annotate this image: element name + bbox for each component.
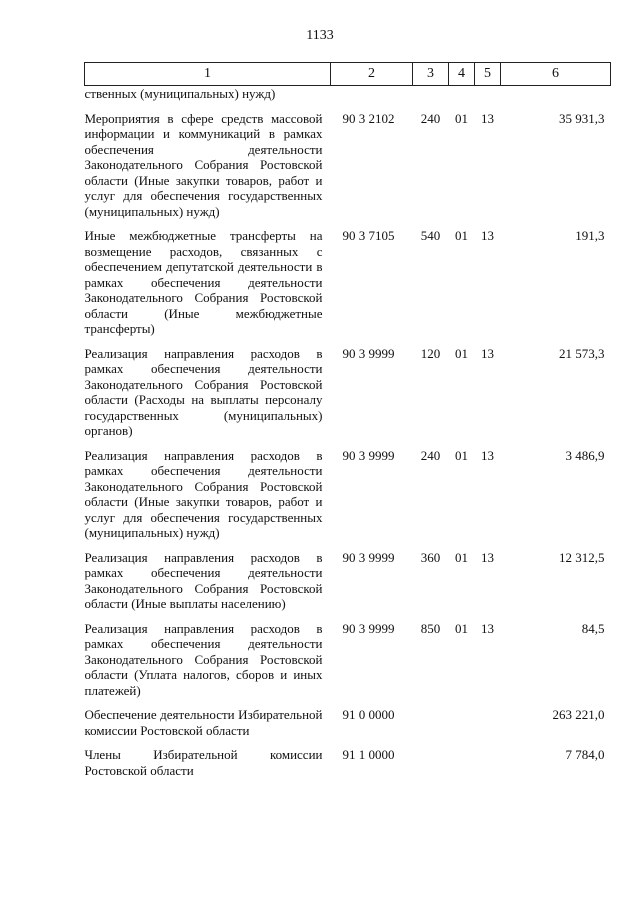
row-pr: 13 bbox=[481, 228, 494, 243]
row-code: 91 0 0000 bbox=[342, 707, 395, 722]
row-pr: 13 bbox=[481, 620, 494, 636]
table-row bbox=[85, 621, 611, 708]
budget-table bbox=[84, 62, 611, 787]
row-description: Реализация направления расходов в рамках обеспечения деятельности Законодательного Собрания Ростовской области (Иные выплаты населению) bbox=[84, 549, 323, 611]
row-pr bbox=[475, 707, 501, 747]
row-vr: 850 bbox=[420, 620, 441, 636]
row-description: ственных (муниципальных) нужд) bbox=[84, 86, 276, 101]
row-amount: 12 312,5 bbox=[559, 549, 605, 565]
row-code: 90 3 9999 bbox=[342, 620, 395, 636]
row-code: 90 3 2102 bbox=[342, 110, 395, 126]
table-row bbox=[85, 707, 611, 747]
row-code: 91 1 0000 bbox=[342, 747, 395, 762]
row-vr bbox=[413, 707, 449, 747]
table-row bbox=[85, 86, 611, 111]
row-pr: 13 bbox=[481, 447, 494, 463]
row-code: 90 3 9999 bbox=[342, 447, 395, 463]
header-col-1: 1 bbox=[85, 63, 331, 86]
row-rz: 01 bbox=[455, 447, 468, 463]
table-row bbox=[85, 448, 611, 550]
header-col-4: 4 bbox=[449, 63, 475, 86]
row-code: 90 3 7105 bbox=[342, 228, 395, 243]
row-description: Реализация направления расходов в рамках обеспечения деятельности Законодательного Собрания Ростовской области (Расходы на выплаты персоналу государственных (муниципальных) органов) bbox=[84, 345, 323, 438]
row-pr: 13 bbox=[481, 345, 494, 361]
row-code: 90 3 9999 bbox=[342, 345, 395, 361]
header-col-5: 5 bbox=[475, 63, 501, 86]
row-pr: 13 bbox=[481, 549, 494, 565]
table-row bbox=[85, 346, 611, 448]
row-vr bbox=[413, 86, 449, 111]
table-header bbox=[85, 63, 611, 86]
row-vr: 240 bbox=[420, 447, 441, 463]
row-amount: 263 221,0 bbox=[552, 707, 605, 722]
row-amount: 84,5 bbox=[581, 620, 605, 636]
row-rz: 01 bbox=[455, 549, 468, 565]
row-vr: 360 bbox=[420, 549, 441, 565]
row-pr bbox=[475, 86, 501, 111]
row-amount: 21 573,3 bbox=[559, 345, 605, 361]
row-code: 90 3 9999 bbox=[342, 549, 395, 565]
row-vr: 240 bbox=[420, 110, 441, 126]
row-description: Обеспечение деятельности Избирательной комиссии Ростовской области bbox=[84, 707, 323, 738]
row-rz: 01 bbox=[455, 620, 468, 636]
row-rz bbox=[449, 86, 475, 111]
row-description: Реализация направления расходов в рамках обеспечения деятельности Законодательного Собрания Ростовской области (Уплата налогов, сборов и иных платежей) bbox=[84, 620, 323, 698]
table-body bbox=[85, 86, 611, 788]
row-description: Иные межбюджетные трансферты на возмещение расходов, связанных с обеспечением депутатской деятельности в рамках обеспечения деятельности Законодательного Собрания Ростовской области (Иные межбюджетные трансферты) bbox=[84, 228, 323, 336]
row-amount: 191,3 bbox=[575, 228, 605, 243]
row-rz: 01 bbox=[455, 110, 468, 126]
row-rz: 01 bbox=[455, 228, 468, 243]
row-description: Реализация направления расходов в рамках обеспечения деятельности Законодательного Собрания Ростовской области (Иные закупки товаров, работ и услуг для обеспечения государственных (муниципальных) нужд) bbox=[84, 447, 323, 540]
table-row bbox=[85, 228, 611, 346]
row-amount: 35 931,3 bbox=[559, 110, 605, 126]
header-col-2: 2 bbox=[331, 63, 413, 86]
row-pr bbox=[475, 747, 501, 787]
row-amount bbox=[501, 86, 611, 111]
row-vr: 540 bbox=[420, 228, 441, 243]
header-col-3: 3 bbox=[413, 63, 449, 86]
row-vr bbox=[413, 747, 449, 787]
row-rz bbox=[449, 707, 475, 747]
row-amount: 7 784,0 bbox=[565, 747, 605, 762]
page-number: 1133 bbox=[306, 28, 334, 43]
table-row bbox=[85, 747, 611, 787]
row-rz: 01 bbox=[455, 345, 468, 361]
table-row bbox=[85, 550, 611, 621]
row-description: Члены Избирательной комиссии Ростовской области bbox=[84, 747, 323, 778]
header-row bbox=[85, 63, 611, 86]
row-amount: 3 486,9 bbox=[565, 447, 605, 463]
table-row bbox=[85, 111, 611, 229]
row-description: Мероприятия в сфере средств массовой информации и коммуникаций в рамках обеспечения деятельности Законодательного Собрания Ростовской области (Иные закупки товаров, работ и услуг для обеспечения государственных (муниципальных) нужд) bbox=[84, 110, 323, 219]
row-code bbox=[331, 86, 413, 111]
header-col-6: 6 bbox=[501, 63, 611, 86]
row-vr: 120 bbox=[420, 345, 441, 361]
row-rz bbox=[449, 747, 475, 787]
row-pr: 13 bbox=[481, 110, 494, 126]
